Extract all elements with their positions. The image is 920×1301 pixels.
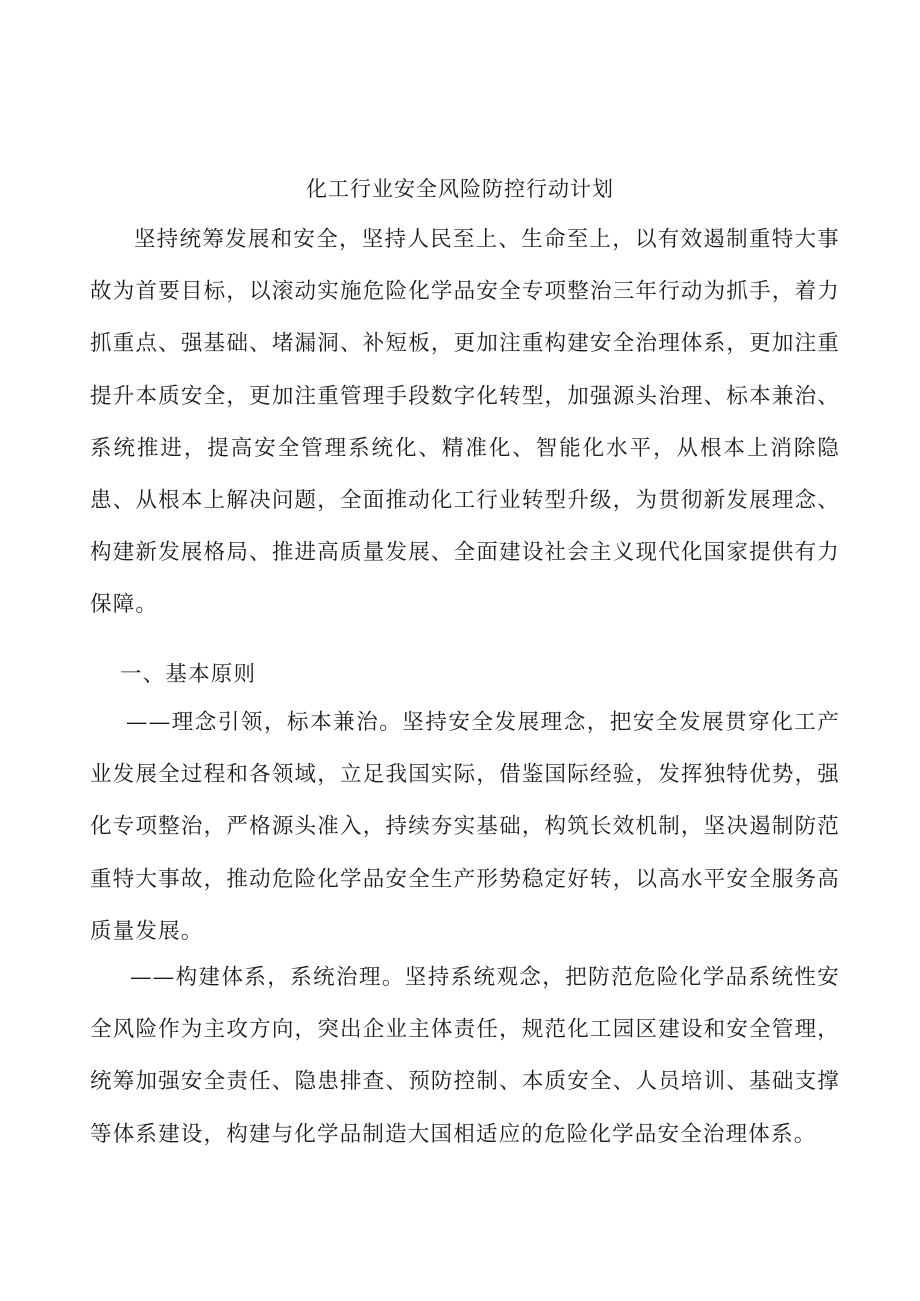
document-title: 化工行业安全风险防控行动计划 <box>306 177 614 201</box>
principle-paragraph-1: ——理念引领，标本兼治。坚持安全发展理念，把安全发展贯穿化工产业发展全过程和各领域，立足我国实际，借鉴国际经验，发挥独特优势，强化专项整治，严格源头准入，持续夯实基础，构筑长效机制，坚决遏制防范重特大事故，推动危险化学品安全生产形势稳定好转，以高水平安全服务高质量发展。 <box>90 710 840 944</box>
principle-paragraph-2: ——构建体系，系统治理。坚持系统观念，把防范危险化学品系统性安全风险作为主攻方向，突出企业主体责任，规范化工园区建设和安全管理，统筹加强安全责任、隐患排查、预防控制、本质安全、人员培训、基础支撑等体系建设，构建与化学品制造大国相适应的危险化学品安全治理体系。 <box>90 965 840 1147</box>
intro-paragraph: 坚持统筹发展和安全，坚持人民至上、生命至上，以有效遏制重特大事故为首要目标，以滚动实施危险化学品安全专项整治三年行动为抓手，着力抓重点、强基础、堵漏洞、补短板，更加注重构建安全治理体系，更加注重提升本质安全，更加注重管理手段数字化转型，加强源头治理、标本兼治、系统推进，提高安全管理系统化、精准化、智能化水平，从根本上消除隐患、从根本上解决问题，全面推动化工行业转型升级，为贯彻新发展理念、构建新发展格局、推进高质量发展、全面建设社会主义现代化国家提供有力保障。 <box>90 227 840 618</box>
section-heading-basic-principles: 一、基本原则 <box>120 662 257 687</box>
